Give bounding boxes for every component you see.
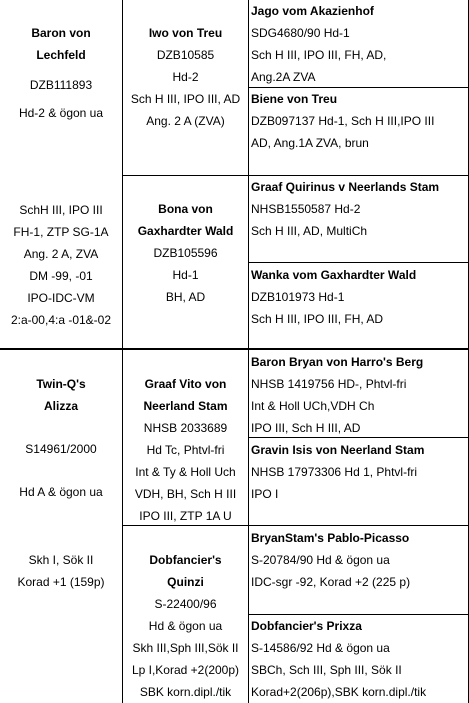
g3-entry: [251, 351, 469, 439]
dam-title-1: Skh I, Sök II: [28, 553, 94, 567]
sire-dam-reg: DZB105596: [153, 246, 218, 260]
g3-line: IPO I: [251, 487, 279, 501]
dam-sire-hd: Hd Tc, Phtvl-fri: [146, 443, 225, 457]
sire-title-1: SchH III, IPO III: [19, 203, 103, 217]
dam-dam-title-3: SBK korn.dipl./tik: [139, 685, 232, 699]
divider-g3-3: [248, 262, 469, 263]
dam-title-2: Korad +1 (159p): [17, 575, 105, 589]
dam-sire-name-line2: Neerland Stam: [143, 399, 228, 413]
sire-dam-hd: Hd-1: [172, 268, 199, 282]
sire-title-5: IPO-IDC-VM: [27, 291, 95, 305]
dam-sire-reg: NHSB 2033689: [143, 421, 228, 435]
g3-entry: [251, 88, 469, 154]
dam-dam-title-2: Lp I,Korad +2(200p): [131, 663, 240, 677]
g3-line: AD, Ang.1A ZVA, brun: [251, 136, 369, 150]
g3-name: Biene von Treu: [251, 92, 338, 106]
sire-sire-reg: DZB10585: [156, 48, 215, 62]
dam-reg: S14961/2000: [25, 442, 97, 456]
g3-line: Sch H III, IPO III, FH, AD,: [251, 48, 387, 62]
dam-dam-reg: S-22400/96: [154, 597, 217, 611]
dam-sire-name-line1: Graaf Vito von: [144, 377, 227, 391]
sire-name-line2: Lechfeld: [36, 48, 86, 62]
g3-entry: [251, 264, 469, 330]
sire-name-line1: Baron von: [31, 26, 91, 40]
g3-line: Int & Holl UCh,VDH Ch: [251, 399, 375, 413]
g3-line: Korad+2(206p),SBK korn.dipl./tik: [251, 685, 427, 699]
dam-dam-hd: Hd & ögon ua: [148, 619, 223, 633]
g3-line: DZB097137 Hd-1, Sch H III,IPO III: [251, 114, 435, 128]
g3-line: S-14586/92 Hd & ögon ua: [251, 641, 390, 655]
g3-line: NHSB 17973306 Hd 1, Phtvl-fri: [251, 465, 418, 479]
dam-name-line2: Alizza: [43, 399, 78, 413]
dam-dam-name-line2: Quinzi: [167, 575, 204, 589]
sire-title-2: FH-1, ZTP SG-1A: [13, 225, 109, 239]
divider-col2: [248, 0, 249, 703]
g3-line: IDC-sgr -92, Korad +2 (225 p): [251, 575, 411, 589]
dam-titles: [0, 549, 122, 593]
sire-sire-name: Iwo von Treu: [148, 26, 223, 40]
sire-sire-cell: [123, 22, 248, 132]
sire-cell: [0, 22, 122, 124]
g3-line: S-20784/90 Hd & ögon ua: [251, 553, 390, 567]
g3-line: NHSB 1419756 HD-, Phtvl-fri: [251, 377, 407, 391]
dam-sire-title-1: Int & Ty & Holl Uch: [135, 465, 236, 479]
sire-title-3: Ang. 2 A, ZVA: [23, 247, 99, 261]
dam-sire-title-2: VDH, BH, Sch H III: [134, 487, 237, 501]
g3-line: Sch H III, IPO III, FH, AD: [251, 312, 384, 326]
dam-sire-title-3: IPO III, ZTP 1A U: [139, 509, 232, 523]
sire-titles: [0, 199, 122, 331]
dam-hd: Hd A & ögon ua: [19, 485, 103, 499]
dam-name-line1: Twin-Q's: [36, 377, 86, 391]
dam-dam-title-1: Skh III,Sph III,Sök II: [132, 641, 239, 655]
sire-title-4: DM -99, -01: [29, 269, 93, 283]
sire-sire-title-1: Sch H III, IPO III, AD: [130, 92, 241, 106]
g3-name: BryanStam's Pablo-Picasso: [251, 531, 410, 545]
g3-name: Dobfancier's Prixza: [251, 619, 362, 633]
divider-parents: [0, 348, 469, 350]
sire-dam-cell: [123, 198, 248, 308]
sire-dam-name-line1: Bona von: [158, 202, 213, 216]
g3-line: SDG4680/90 Hd-1: [251, 26, 350, 40]
g3-line: IPO III, Sch H III, AD: [251, 421, 361, 435]
g3-line: Ang.2A ZVA: [251, 70, 316, 84]
g3-name: Graaf Quirinus v Neerlands Stam: [251, 180, 440, 194]
dam-cell: [0, 373, 122, 503]
g3-entry: [251, 615, 469, 703]
sire-sire-title-2: Ang. 2 A (ZVA): [146, 114, 225, 128]
g3-name: Baron Bryan von Harro's Berg: [251, 355, 424, 369]
sire-dam-title-1: BH, AD: [165, 290, 206, 304]
sire-sire-hd: Hd-2: [172, 70, 199, 84]
g3-name: Wanka vom Gaxhardter Wald: [251, 268, 417, 282]
dam-dam-cell: [123, 549, 248, 703]
g3-line: NHSB1550587 Hd-2: [251, 202, 361, 216]
g3-entry: [251, 527, 469, 593]
g3-entry: [251, 0, 469, 88]
g3-name: Jago vom Akazienhof: [251, 4, 374, 18]
dam-dam-name-line1: Dobfancier's: [149, 553, 222, 567]
g3-line: Sch H III, AD, MultiCh: [251, 224, 368, 238]
sire-hd: Hd-2 & ögon ua: [18, 106, 104, 120]
g3-line: DZB101973 Hd-1: [251, 290, 345, 304]
sire-dam-name-line2: Gaxhardter Wald: [137, 224, 234, 238]
g3-entry: [251, 439, 469, 505]
sire-title-6: 2:a-00,4:a -01&-02: [10, 313, 112, 327]
g3-name: Gravin Isis von Neerland Stam: [251, 443, 425, 457]
g3-entry: [251, 176, 469, 242]
sire-reg: DZB111893: [29, 78, 93, 92]
g3-line: SBCh, Sch III, Sph III, Sök II: [251, 663, 402, 677]
dam-sire-cell: [123, 373, 248, 527]
